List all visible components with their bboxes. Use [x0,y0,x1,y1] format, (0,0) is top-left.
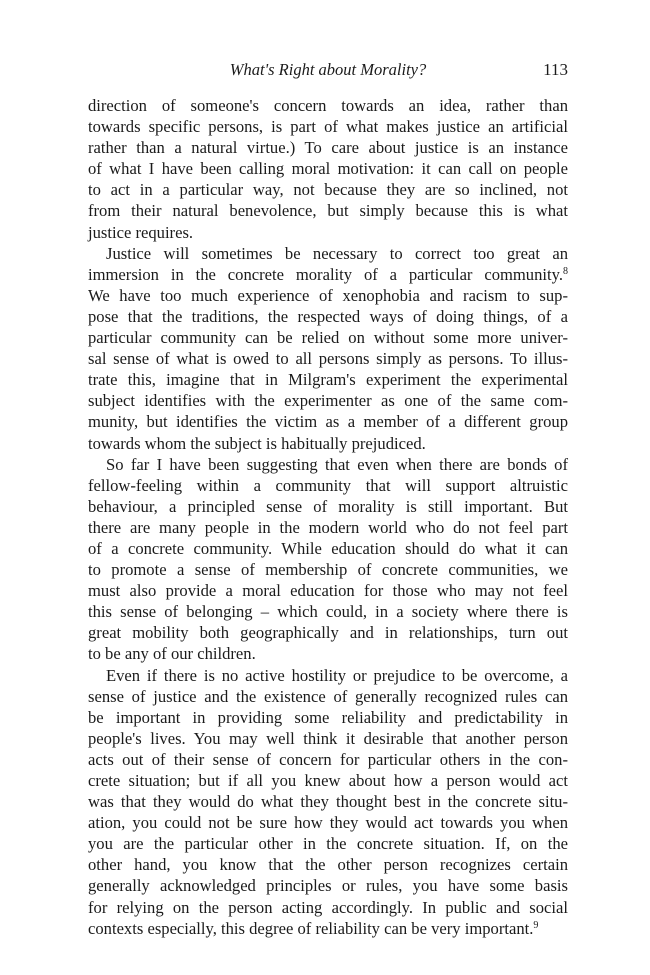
text-line-content: was that they would do what they thought best in the concrete situ- [88,792,568,812]
text-line [88,116,568,137]
text-line [88,833,568,854]
text-line-content: pose that the traditions, the respected ways of doing things, of a [88,306,568,326]
text-line [88,264,568,285]
text-line-content: immersion in the concrete morality of a particular community. [88,264,563,284]
text-line [88,918,568,939]
text-line [88,517,568,538]
text-line-content: this sense of belonging – which could, in a society where there is [88,602,568,622]
text-line [88,601,568,622]
text-line [88,749,568,770]
text-line [88,95,568,116]
text-line-content: rather than a natural virtue.) To care about justice is an instance [88,138,568,158]
text-line-content: of a concrete community. While education should do what it can [88,538,568,558]
text-line [88,285,568,306]
text-line-content: towards whom the subject is habitually prejudiced. [88,433,426,453]
text-line [88,665,568,686]
paragraph [88,665,568,939]
text-line-content: from their natural benevolence, but simply because this is what [88,201,568,221]
text-line-content: to promote a sense of membership of concrete communities, we [88,560,568,580]
text-line-content: subject identifies with the experimenter as one of the same com- [88,391,568,411]
text-line-content: behaviour, a principled sense of morality is still important. But [88,496,568,516]
text-line [88,875,568,896]
text-line [88,306,568,327]
text-line [88,433,568,454]
footnote-marker[interactable]: 8 [563,265,568,277]
text-line-content: must also provide a moral education for those who may not feel [88,581,568,601]
text-line [88,728,568,749]
text-line-content: acts out of their sense of concern for particular others in the con- [88,749,568,769]
text-line [88,327,568,348]
text-line [88,897,568,918]
text-line-content: crete situation; but if all you knew about how a person would act [88,771,568,790]
paragraph [88,95,568,243]
text-line [88,200,568,221]
text-line-content: So far I have been suggesting that even when there are bonds of [106,454,568,474]
text-line [88,538,568,559]
text-line [88,812,568,833]
text-line [88,222,568,243]
text-line-content: We have too much experience of xenophobia and racism to sup- [88,285,568,305]
text-line [88,559,568,580]
text-line [88,158,568,179]
text-line [88,580,568,601]
text-line-content: munity, but identifies the victim as a member of a different group [88,412,568,432]
text-line [88,791,568,812]
page-number: 113 [543,60,568,79]
text-line [88,179,568,200]
text-line-content: generally acknowledged principles or rules, you have some basis [88,876,568,896]
text-line-content: fellow-feeling within a community that will support altruistic [88,475,568,495]
text-line-content: great mobility both geographically and in relationships, turn out [88,623,568,643]
text-line-content: ation, you could not be sure how they would act towards you when [88,813,568,833]
text-line-content: be important in providing some reliability and predictability in [88,707,568,727]
text-line-content: particular community can be relied on without some more univer- [88,328,568,348]
text-line [88,707,568,728]
text-line [88,411,568,432]
text-line [88,243,568,264]
text-line [88,390,568,411]
text-line-content: towards specific persons, is part of what makes justice an artificial [88,117,568,137]
text-line-content: to act in a particular way, not because they are so inclined, not [88,180,568,200]
text-line-content: to be any of our children. [88,644,256,664]
text-line-content: for relying on the person acting accordingly. In public and social [88,897,568,917]
text-line [88,496,568,517]
paragraph [88,454,568,665]
text-line-content: Even if there is no active hostility or prejudice to be overcome, a [106,665,568,685]
text-line-content: Justice will sometimes be necessary to correct too great an [106,243,568,263]
text-line-content: justice requires. [88,222,194,242]
text-line [88,622,568,643]
body-text [88,95,568,939]
text-line-content: people's lives. You may well think it desirable that another person [88,728,568,748]
text-line-content: direction of someone's concern towards an idea, rather than [88,96,568,115]
paragraph [88,243,568,454]
text-line [88,686,568,707]
text-line-content: contexts especially, this degree of reliability can be very important. [88,918,534,938]
running-head [88,60,568,84]
text-line [88,454,568,475]
text-line [88,475,568,496]
text-line-content: you are the particular other in the concrete situation. If, on the [88,834,568,854]
text-line-content: of what I have been calling moral motivation: it can call on people [88,159,568,179]
text-line [88,348,568,369]
text-line-content: other hand, you know that the other person recognizes certain [88,855,568,875]
text-line [88,854,568,875]
text-line [88,369,568,390]
footnote-marker[interactable]: 9 [533,919,539,931]
text-line [88,643,568,664]
text-line-content: sense of justice and the existence of generally recognized rules can [88,686,568,706]
running-head-title: What's Right about Morality? [229,60,427,79]
text-line-content: trate this, imagine that in Milgram's experiment the experimental [88,370,568,390]
text-line [88,770,568,791]
text-line [88,137,568,158]
text-line-content: sal sense of what is owed to all persons simply as persons. To illus- [88,349,568,369]
text-line-content: there are many people in the modern world who do not feel part [88,517,568,537]
